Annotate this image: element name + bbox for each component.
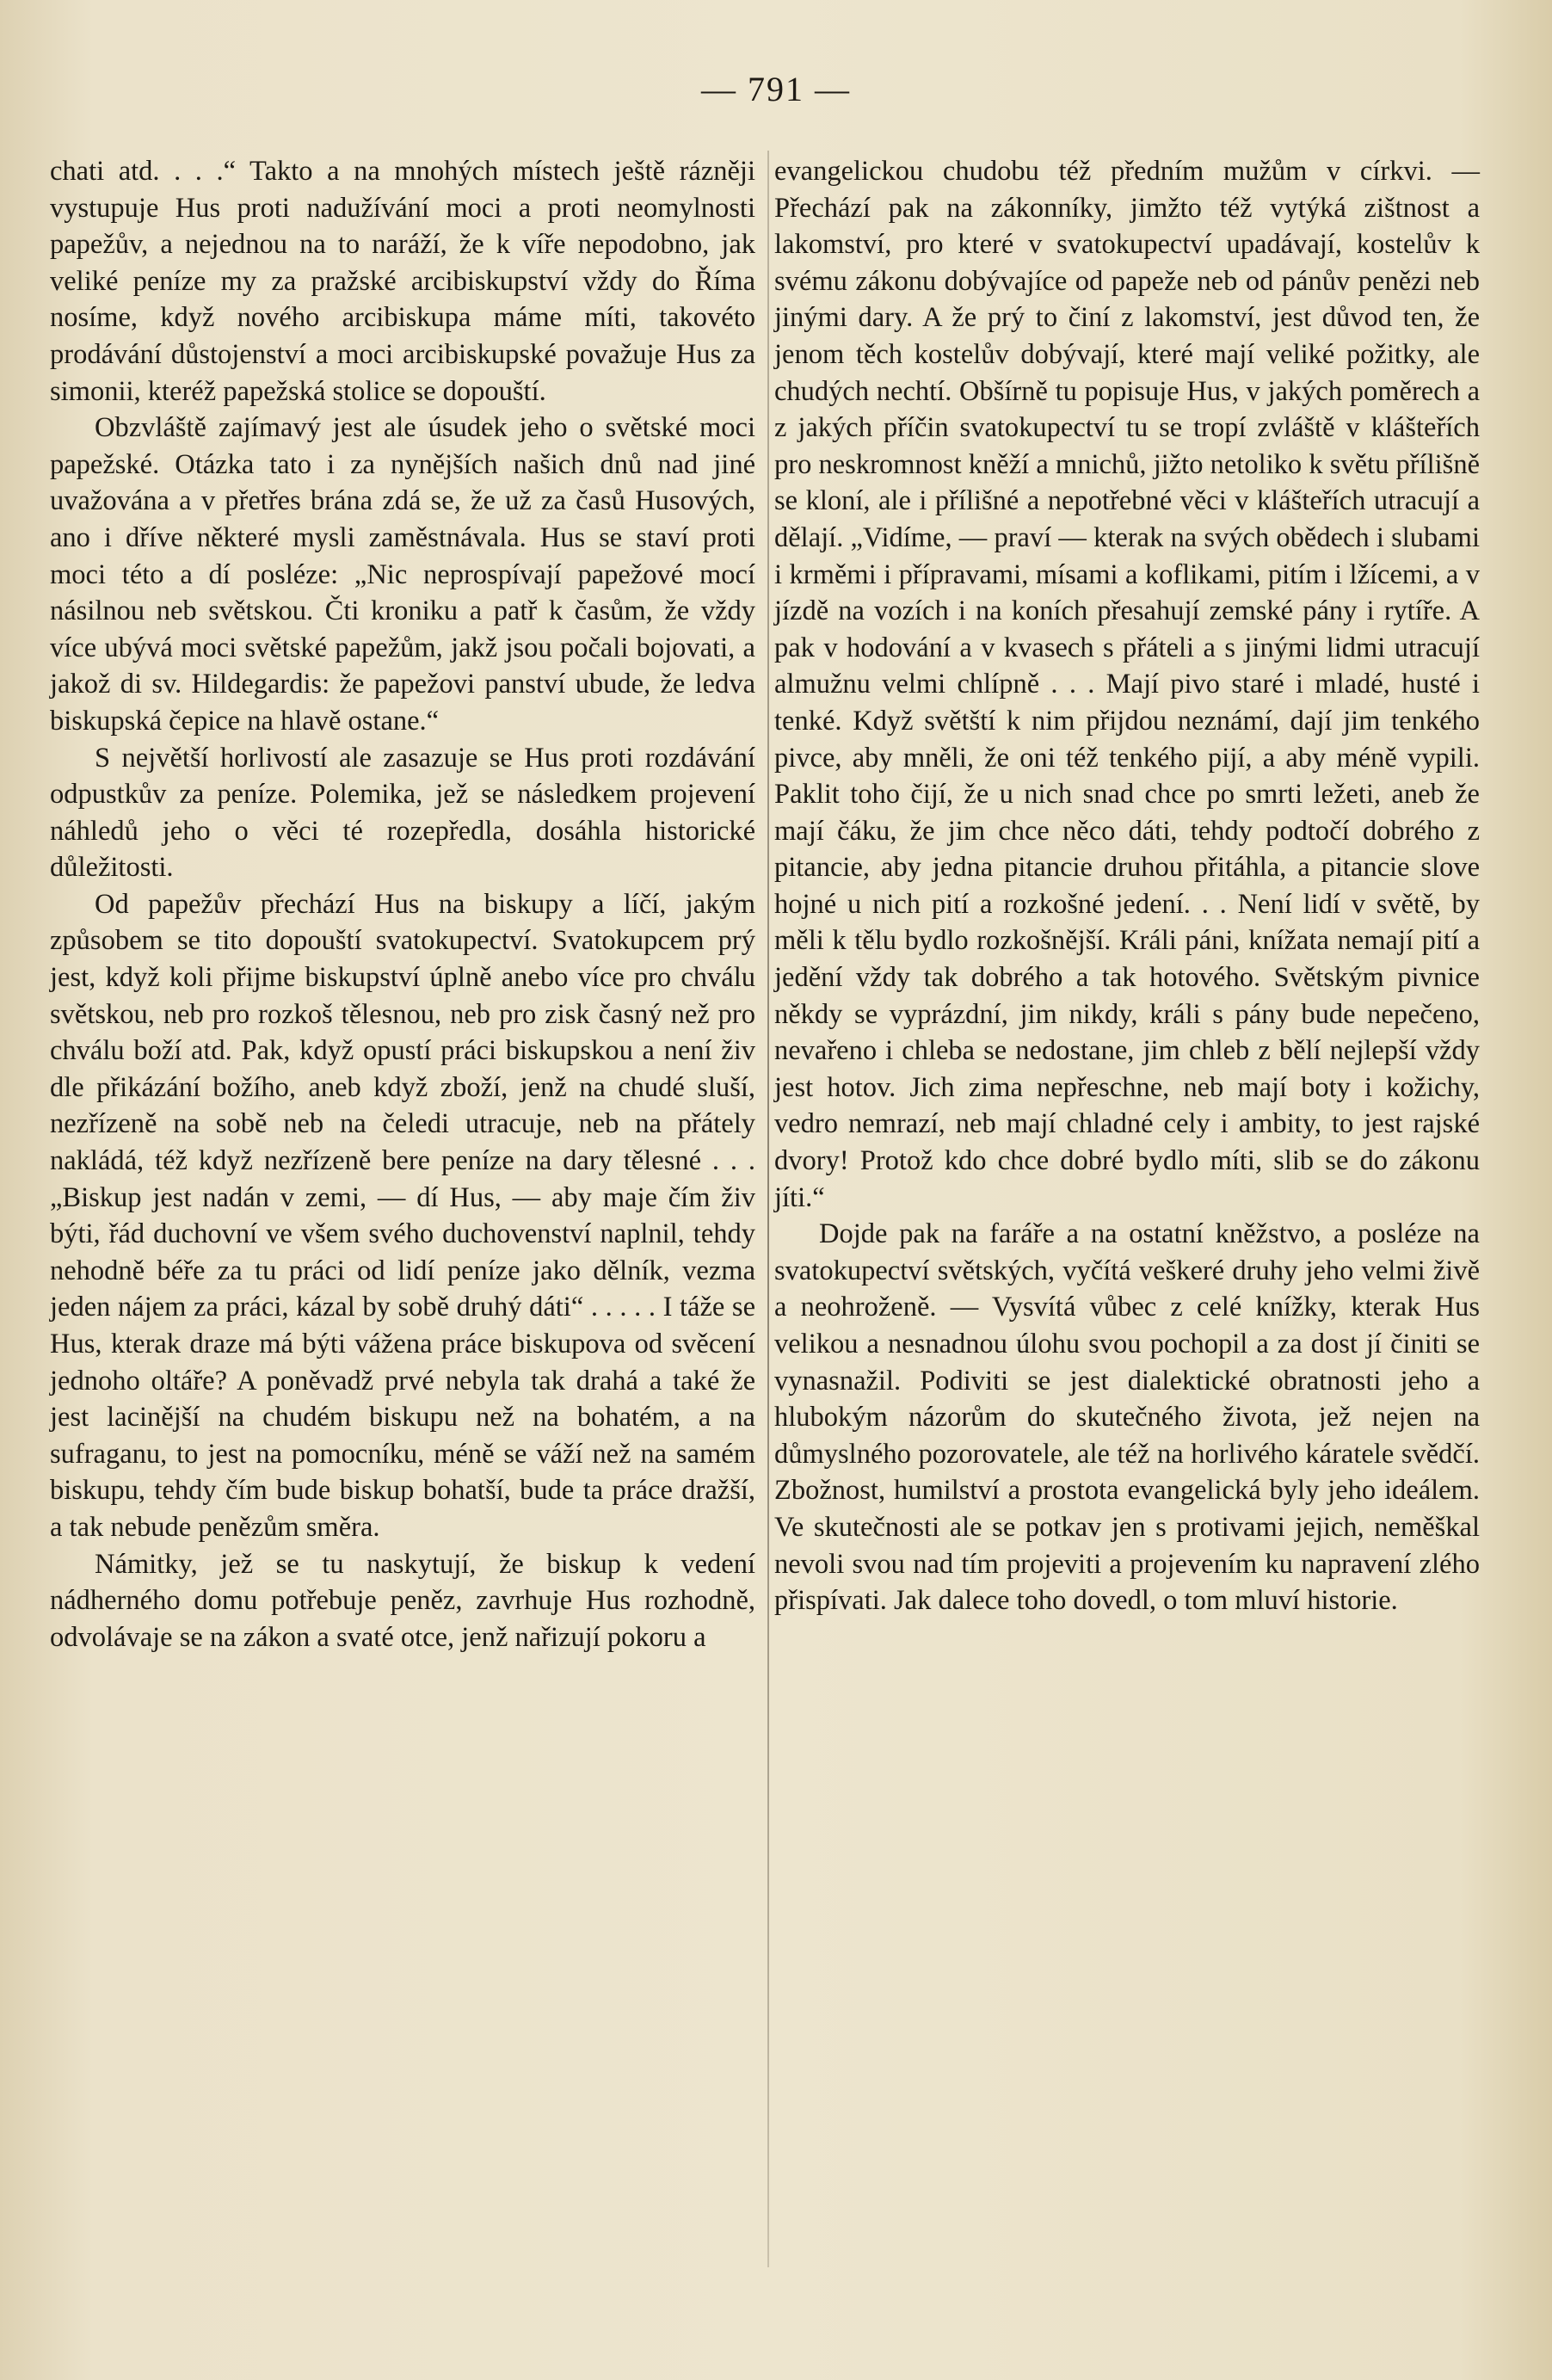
page-number: — 791 — bbox=[701, 70, 851, 108]
left-column bbox=[50, 153, 755, 1656]
paragraph-7: Dojde pak na faráře a na ostatní kněžstvo, a posléze na svatokupectví světských, vyčítá veškeré druhy jeho velmi živě a neohroženě. — Vysvítá vůbec z celé knížky, kterak Hus velikou a nesnadnou úlohu svou pochopil a za dost jí činiti se vynasnažil. Podiviti se jest dialektické obratnosti jeho a hlubokým názorům do skutečného života, jež nejen na důmyslného pozorovatele, ale též na horlivého káratele svědčí. Zbožnost, humilství a prostota evangelická byly jeho ideálem. Ve skutečnosti ale se potkav jen s protivami jejich, neměškal nevoli svou nad tím projeviti a projevením ku napravení zlého přispívati. Jak dalece toho dovedl, o tom mluví historie. bbox=[774, 1218, 1480, 1617]
paragraph-5: Námitky, jež se tu naskytují, že biskup k vedení nádherného domu potřebuje peněz, zavrhuje Hus rozhodně, odvolávaje se na zákon a svaté otce, jenž nařizují pokoru a bbox=[50, 1548, 755, 1653]
paragraph-4: Od papežův přechází Hus na biskupy a líčí, jakým způsobem se tito dopouští svatokupectví. Svatokupcem prý jest, když koli přijme biskupství úplně anebo více pro chválu světskou, neb pro rozkoš tělesnou, neb pro zisk časný než pro chválu boží atd. Pak, když opustí práci biskupskou a není živ dle přikázání božího, aneb když zboží, jenž na chudé sluší, nezřízeně na sobě neb na čeledi utracuje, neb na přátely nakládá, též když nezřízeně bere peníze na dary tělesné . . . „Biskup jest nadán v zemi, — dí Hus, — aby maje čím živ býti, řád duchovní ve všem svého duchovenství naplnil, tehdy nehodně béře za tu práci od lidí peníze jako dělník, vezma jeden nájem za práci, kázal by sobě druhý dáti“ . . . . . I táže se Hus, kterak draze má býti vážena práce biskupova od svěcení jednoho oltáře? A poněvadž prvé nebyla tak drahá a také že jest lacinější na chudém biskupu než na bohatém, a na sufraganu, to jest na pomocníku, méně se váží než na samém biskupu, tehdy čím bude biskup bohatší, bude ta práce dražší, a tak nebude penězům směra. bbox=[50, 888, 755, 1543]
paragraph-1: chati atd. . . .“ Takto a na mnohých místech ještě rázněji vystupuje Hus proti nadužívání moci a proti neomylnosti papežův, a nejednou na to naráží, že k víře nepodobno, jak veliké peníze my za pražské arcibiskupství vždy do Říma nosíme, když nového arcibiskupa máme míti, takovéto prodávání důstojenství a moci arcibiskupské považuje Hus za simonii, kteréž papežská stolice se dopouští. bbox=[50, 156, 755, 407]
column-divider bbox=[767, 151, 769, 2267]
right-column bbox=[774, 153, 1480, 1619]
paragraph-2: Obzvláště zajímavý jest ale úsudek jeho o světské moci papežské. Otázka tato i za nynějších našich dnů nad jiné uvažována a v přetřes brána zdá se, že už za časů Husových, ano i dříve některé mysli zaměstnávala. Hus se staví proti moci této a dí posléze: „Nic neprospívají papežové mocí násilnou neb světskou. Čti kroniku a patř k časům, že vždy více ubývá moci světské papežům, jakž jsou počali bojovati, a jakož di sv. Hildegardis: že papežovi panství ubude, že ledva biskupská čepice na hlavě ostane.“ bbox=[50, 412, 755, 737]
paragraph-6: evangelickou chudobu též předním mužům v církvi. — Přechází pak na zákonníky, jimžto též vytýká zištnost a lakomství, pro které v svatokupectví upadávají, kostelův k svému zákonu dobývajíce od papeže neb od pánův penězi neb jinými dary. A že prý to činí z lakomství, jest důvod ten, že jenom těch kostelův dobývají, které mají veliké požitky, ale chudých nechtí. Obšírně tu popisuje Hus, v jakých poměrech a z jakých příčin svatokupectví tu se tropí zvláště v klášteřích pro neskromnost kněží a mnichů, jižto netoliko k světu přílišně se kloní, ale i přílišné a nepotřebné věci v klášteřích utracují a dělají. „Vidíme, — praví — kterak na svých obědech i slubami i krměmi i přípravami, mísami a koflikami, pitím i lžícemi, a v jízdě na vozích i na koních přesahují zemské pány i rytíře. A pak v hodování a v kvasech s přáteli a s jinými lidmi utracují almužnu velmi chlípně . . . Mají pivo staré i mladé, husté i tenké. Když světští k nim přijdou neznámí, dají jim tenkého pivce, aby mněli, že oni též tenkého pijí, a aby méně vypili. Paklit toho čijí, že u nich snad chce po smrti ležeti, aneb že mají čáku, že jim chce něco dáti, tehdy podtočí dobrého z pitancie, aby jedna pitancie druhou přitáhla, a pitancie slove hojné u nich pití a rozkošné jedení. . . Není lidí v světě, by měli k tělu bydlo rozkošnější. Králi páni, knížata nemají pití a jedění vždy tak dobrého a tak hotového. Světským pivnice někdy se vyprázdní, jim nikdy, králi s pány bude nepečeno, nevařeno i chleba se nedostane, jim chleb z bělí nejlepší vždy jest hotov. Jich zima nepřeschne, neb mají boty i kožichy, vedro nemrazí, neb mají chladné cely i ambity, to jest rajské dvory! Protož kdo chce dobré bydlo míti, slib se do zákonu jíti.“ bbox=[774, 156, 1480, 1213]
paragraph-3: S největší horlivostí ale zasazuje se Hus proti rozdávání odpustkův za peníze. Polemika, jež se následkem projevení náhledů jeho o věci té rozepředla, dosáhla historické důležitosti. bbox=[50, 742, 755, 884]
